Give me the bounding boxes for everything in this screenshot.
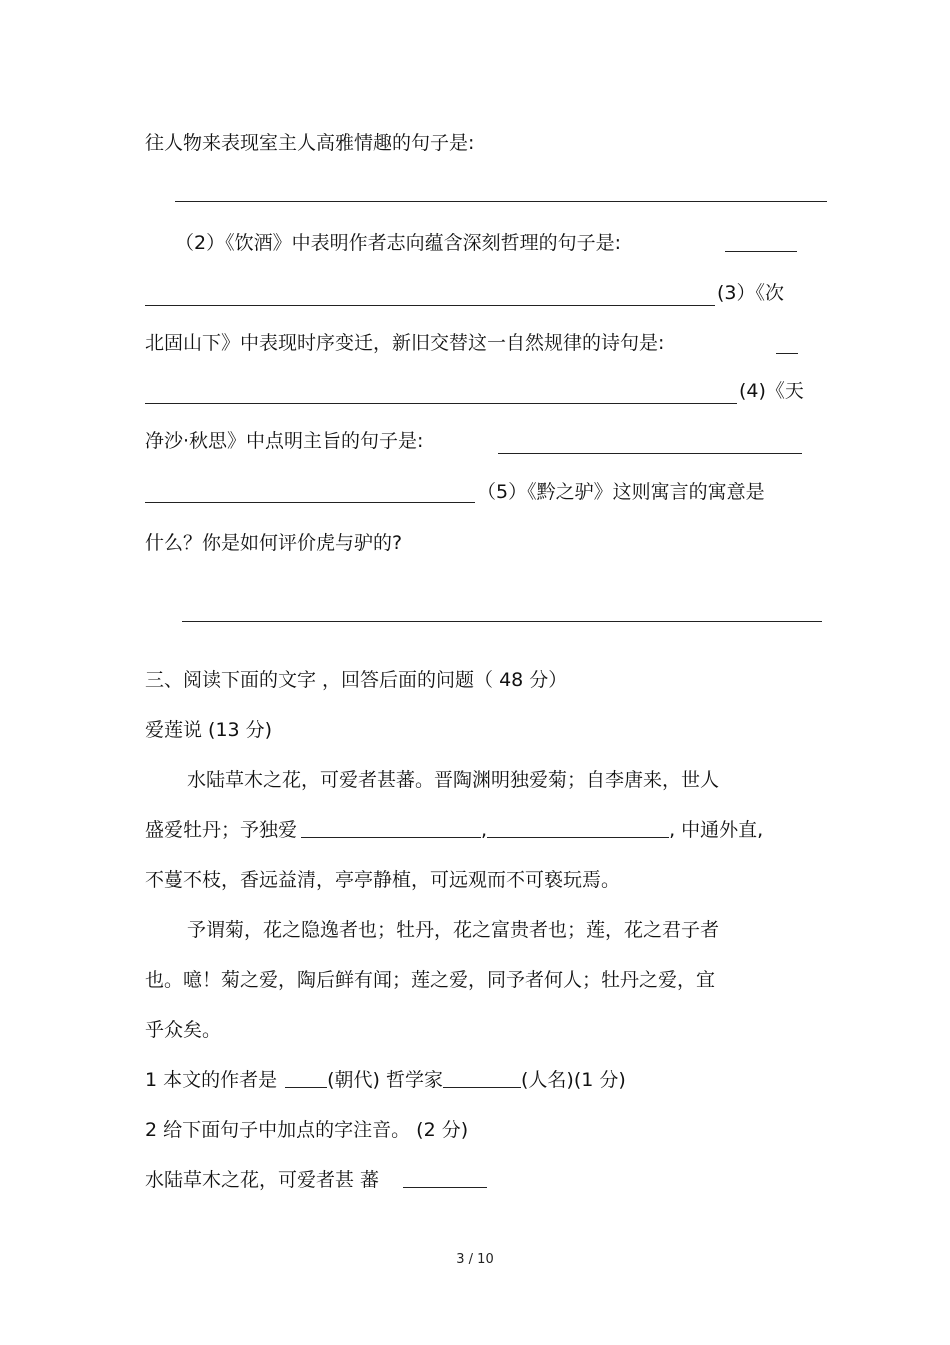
question-text: (人名)(1 分) <box>521 1069 626 1091</box>
answer-blank <box>145 403 737 404</box>
section-heading: 三、阅读下面的文字 ，回答后面的问题（ 48 分） <box>145 669 568 691</box>
fill-blank <box>443 1069 521 1088</box>
answer-blank <box>175 201 827 202</box>
question-text: (朝代) 哲学家 <box>327 1069 444 1091</box>
answer-blank <box>498 453 802 454</box>
answer-blank <box>725 251 797 252</box>
page-number: 3 / 10 <box>456 1252 494 1267</box>
passage-text: 盛爱牡丹；予独爱 <box>145 819 298 841</box>
text-line: 往人物来表现室主人高雅情趣的句子是: <box>145 132 475 154</box>
fill-blank <box>403 1169 487 1188</box>
passage-text: , 中通外直, <box>669 819 764 841</box>
question-line <box>145 1067 626 1093</box>
question-text: 1 本文的作者是 <box>145 1069 278 1091</box>
passage-line: 不蔓不枝，香远益清，亭亭静植，可远观而不可亵玩焉。 <box>145 869 621 891</box>
fill-blank <box>285 1069 327 1088</box>
question-line: 2 给下面句子中加点的字注音。 (2 分) <box>145 1119 469 1141</box>
passage-paragraph: 予谓菊，花之隐逸者也；牡丹，花之富贵者也；莲，花之君子者 <box>187 919 720 941</box>
passage-line: 也。噫！菊之爱，陶后鲜有闻；莲之爱，同予者何人；牡丹之爱，宜 <box>145 969 716 991</box>
answer-blank <box>182 621 822 622</box>
passage-title: 爱莲说 (13 分) <box>145 719 273 741</box>
text-line: 北固山下》中表现时序变迁，新旧交替这一自然规律的诗句是: <box>145 332 665 354</box>
passage-text: , <box>481 819 488 841</box>
text-line: 什么？你是如何评价虎与驴的? <box>145 532 403 554</box>
answer-blank <box>776 353 798 354</box>
question-5: （5）《黔之驴》这则寓言的寓意是 <box>477 481 765 503</box>
text-line: 净沙·秋思》中点明主旨的句子是: <box>145 430 424 452</box>
question-text: 水陆草木之花，可爱者甚 蕃 <box>145 1169 380 1191</box>
fill-blank <box>301 819 481 838</box>
answer-blank <box>145 502 475 503</box>
passage-line: 乎众矣。 <box>145 1019 222 1041</box>
question-3: (3）《次 <box>717 282 785 304</box>
fill-blank <box>487 819 669 838</box>
passage-line <box>145 817 763 843</box>
answer-blank <box>145 305 715 306</box>
question-line <box>145 1167 487 1193</box>
passage-paragraph: 水陆草木之花，可爱者甚蕃。晋陶渊明独爱菊；自李唐来，世人 <box>187 769 720 791</box>
question-2: （2）《饮酒》中表明作者志向蕴含深刻哲理的句子是: <box>175 232 621 254</box>
question-4: (4)《天 <box>739 380 804 402</box>
